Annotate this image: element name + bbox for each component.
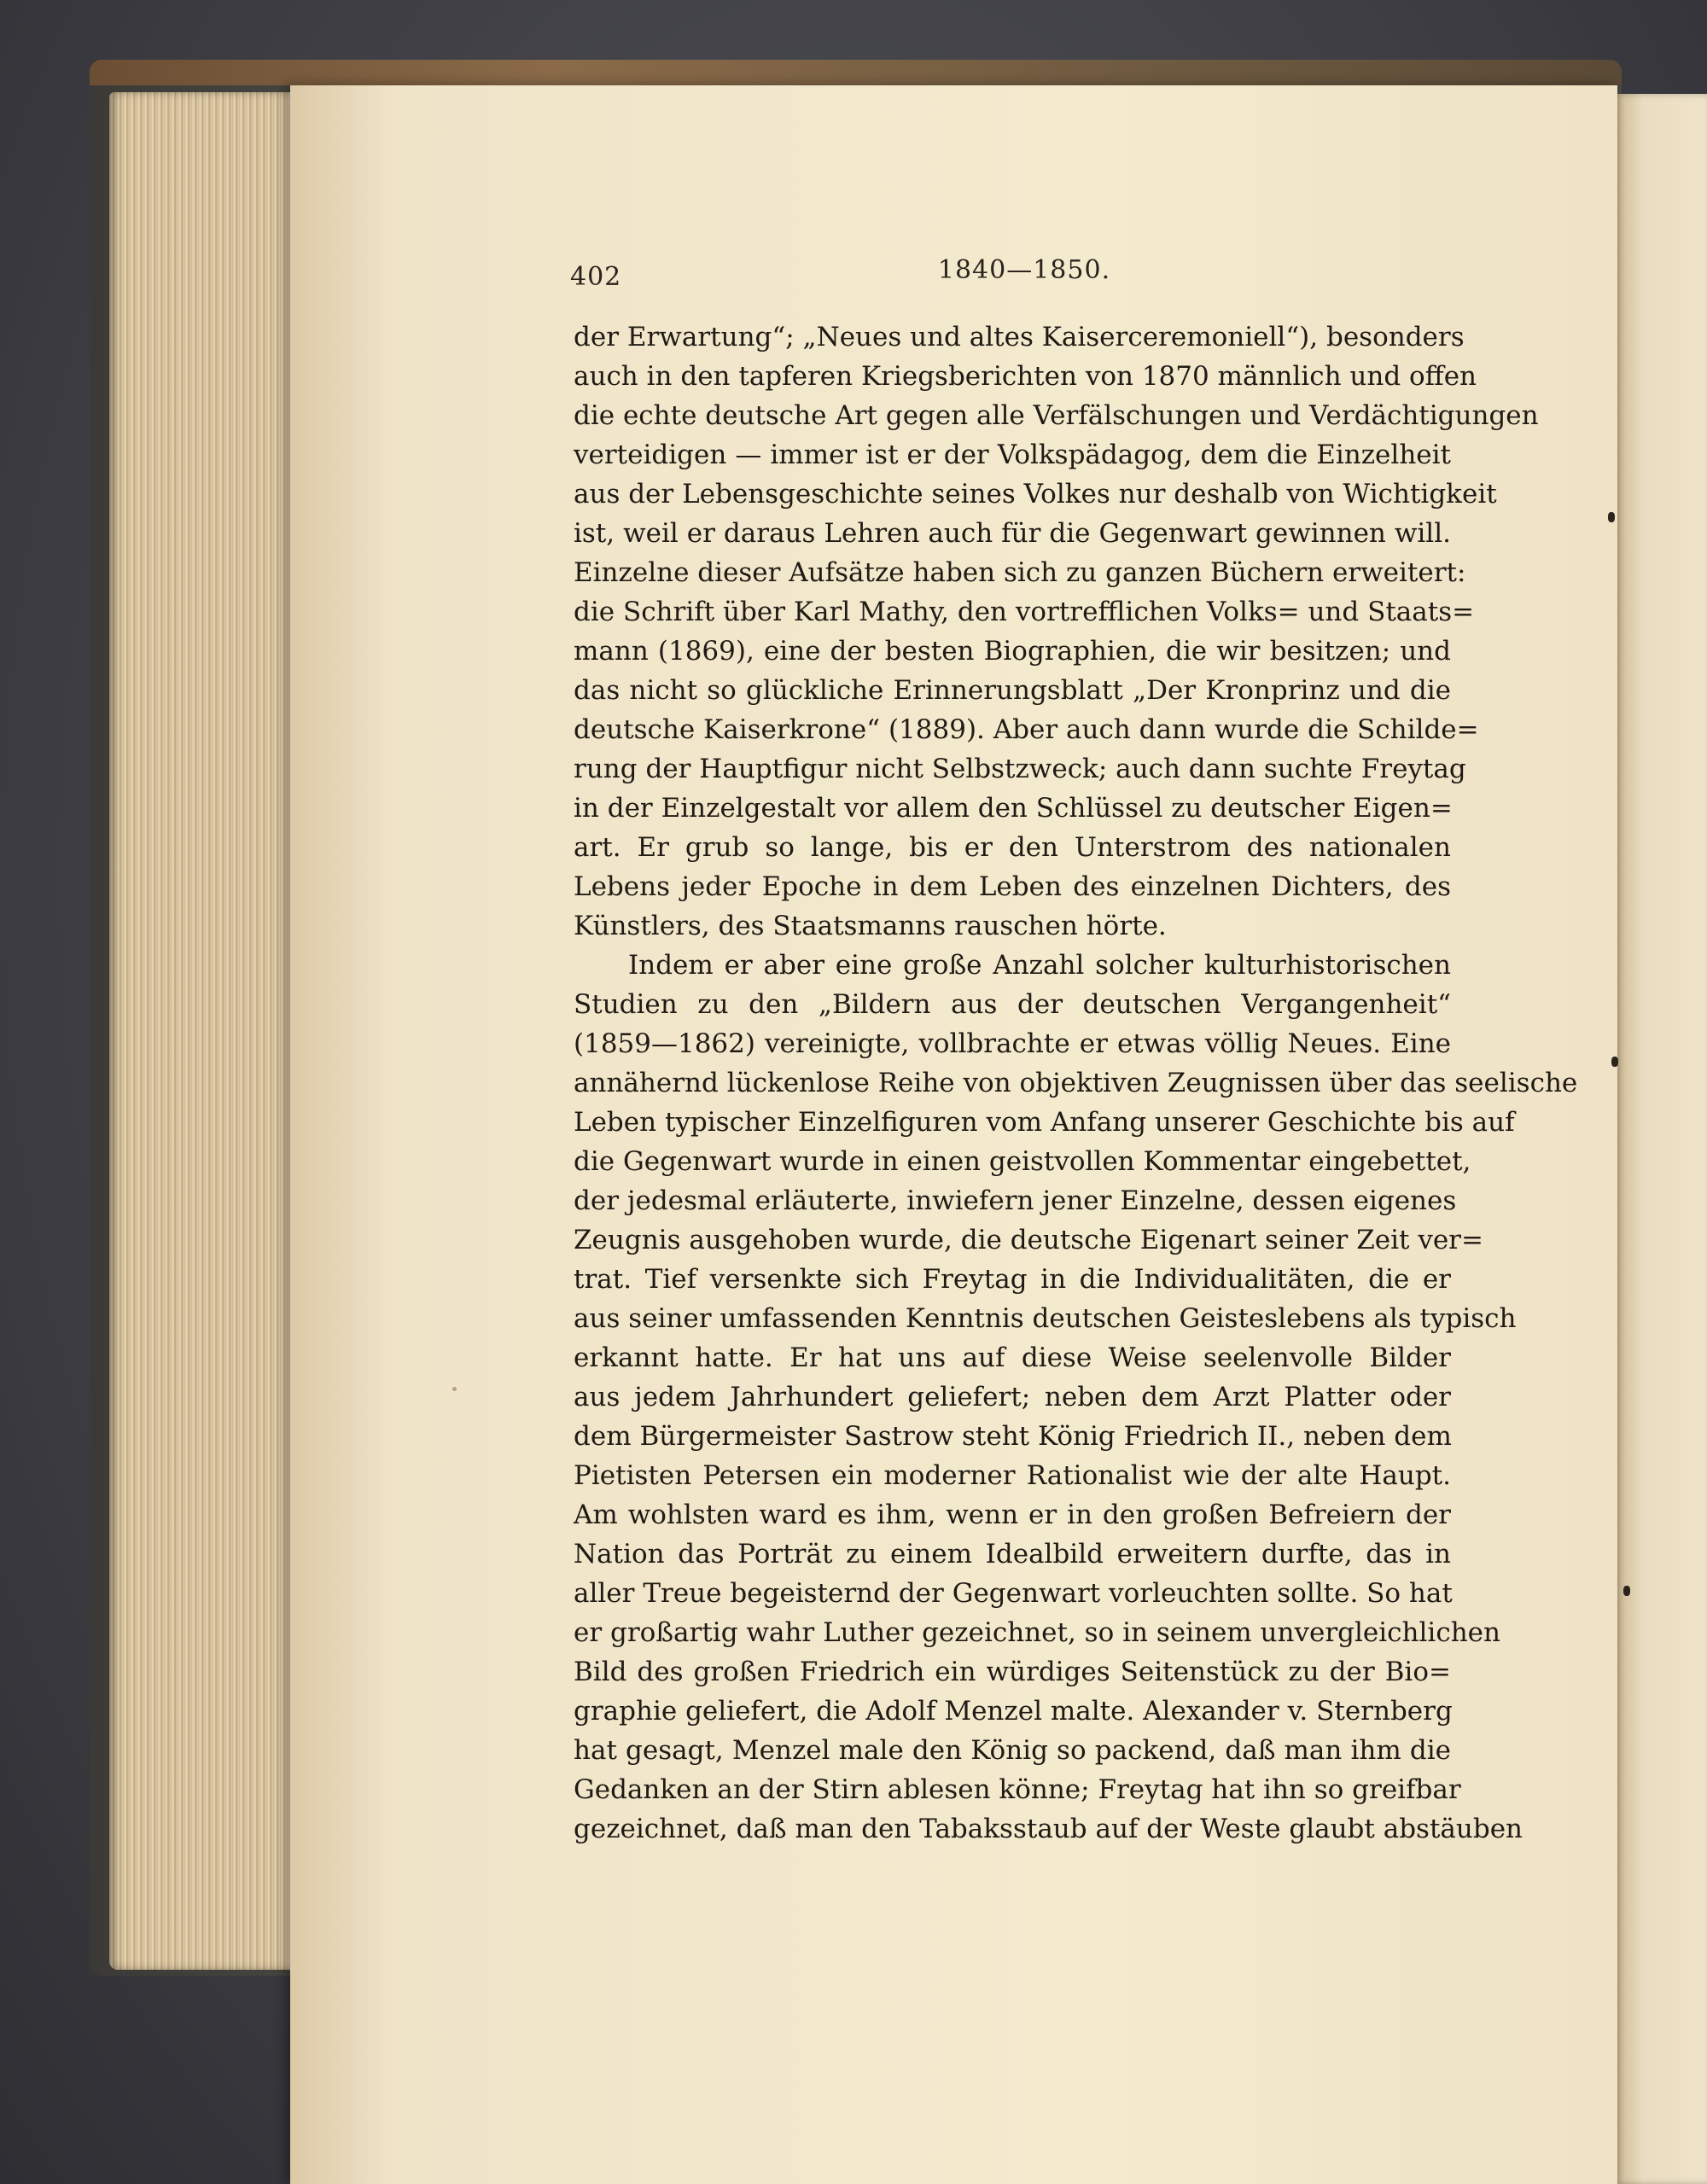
text-line: dem Bürgermeister Sastrow steht König Friedrich II., neben dem (574, 1421, 1452, 1452)
text-line: Bild des großen Friedrich ein würdiges Seitenstück zu der Bio= (574, 1657, 1451, 1687)
text-line: deutsche Kaiserkrone“ (1889). Aber auch dann wurde die Schilde= (574, 714, 1479, 745)
paper-speck (452, 1387, 457, 1391)
page-stack-edge (109, 92, 297, 1970)
margin-mark (1611, 1057, 1618, 1067)
text-line: Künstlers, des Staatsmanns rauschen hörte. (574, 911, 1167, 941)
text-line: Nation das Porträt zu einem Idealbild erweitern durfte, das in (574, 1539, 1451, 1570)
text-line: graphie geliefert, die Adolf Menzel malte. Alexander v. Sternberg (574, 1696, 1453, 1727)
text-line: die Gegenwart wurde in einen geistvollen Kommentar eingebettet, (574, 1146, 1471, 1177)
text-line: rung der Hauptfigur nicht Selbstzweck; auch dann suchte Freytag (574, 754, 1466, 784)
text-line: mann (1869), eine der besten Biographien, die wir besitzen; und (574, 636, 1451, 667)
text-line: Am wohlsten ward es ihm, wenn er in den großen Befreiern der (574, 1500, 1451, 1530)
text-line: verteidigen — immer ist er der Volkspädagog, dem die Einzelheit (574, 440, 1451, 470)
text-line: Zeugnis ausgehoben wurde, die deutsche Eigenart seiner Zeit ver= (574, 1225, 1483, 1255)
text-line: das nicht so glückliche Erinnerungsblatt „Der Kronprinz und die (574, 675, 1451, 706)
text-line: art. Er grub so lange, bis er den Unterstrom des nationalen (574, 832, 1451, 863)
text-line: Einzelne dieser Aufsätze haben sich zu ganzen Büchern erweitert: (574, 557, 1466, 588)
text-line: die echte deutsche Art gegen alle Verfälschungen und Verdächtigungen (574, 400, 1539, 431)
text-line: Leben typischer Einzelfiguren vom Anfang unserer Geschichte bis auf (574, 1107, 1515, 1138)
text-line: aus seiner umfassenden Kenntnis deutschen Geisteslebens als typisch (574, 1303, 1517, 1334)
page-number: 402 (570, 262, 622, 292)
text-line: auch in den tapferen Kriegsberichten von 1870 männlich und offen (574, 361, 1477, 392)
text-line: der jedesmal erläuterte, inwiefern jener Einzelne, dessen eigenes (574, 1185, 1457, 1216)
text-line: Pietisten Petersen ein moderner Rationalist wie der alte Haupt. (574, 1460, 1451, 1491)
text-line: aus der Lebensgeschichte seines Volkes nur deshalb von Wichtigkeit (574, 479, 1497, 510)
text-line: Gedanken an der Stirn ablesen könne; Freytag hat ihn so greifbar (574, 1774, 1461, 1805)
text-line: gezeichnet, daß man den Tabaksstaub auf der Weste glaubt abstäuben (574, 1814, 1523, 1844)
body-text (574, 317, 1578, 1888)
text-line: annähernd lückenlose Reihe von objektiven Zeugnissen über das seelische (574, 1068, 1578, 1098)
text-line: der Erwartung“; „Neues und altes Kaiserceremoniell“), besonders (574, 322, 1465, 352)
text-line: Lebens jeder Epoche in dem Leben des einzelnen Dichters, des (574, 871, 1451, 902)
text-line: die Schrift über Karl Mathy, den vortrefflichen Volks= und Staats= (574, 597, 1475, 627)
text-line: erkannt hatte. Er hat uns auf diese Weise seelenvolle Bilder (574, 1342, 1451, 1373)
text-line: aus jedem Jahrhundert geliefert; neben dem Arzt Platter oder (574, 1382, 1451, 1412)
text-line: ist, weil er daraus Lehren auch für die Gegenwart gewinnen will. (574, 518, 1451, 549)
facing-page-edge (1615, 94, 1707, 2184)
text-line: in der Einzelgestalt vor allem den Schlüssel zu deutscher Eigen= (574, 793, 1453, 824)
text-line: aller Treue begeisternd der Gegenwart vorleuchten sollte. So hat (574, 1578, 1453, 1609)
running-title: 1840—1850. (937, 255, 1111, 285)
text-line: er großartig wahr Luther gezeichnet, so in seinem unvergleichlichen (574, 1617, 1500, 1648)
text-line: hat gesagt, Menzel male den König so packend, daß man ihm die (574, 1735, 1451, 1766)
book-cover-top-edge (90, 60, 1622, 85)
text-line: (1859—1862) vereinigte, vollbrachte er etwas völlig Neues. Eine (574, 1028, 1451, 1059)
margin-mark (1608, 512, 1615, 522)
text-line: Studien zu den „Bildern aus der deutschen Vergangenheit“ (574, 989, 1451, 1020)
text-line: trat. Tief versenkte sich Freytag in die Individualitäten, die er (574, 1264, 1451, 1295)
margin-mark (1623, 1586, 1630, 1596)
text-line-paragraph-start: Indem er aber eine große Anzahl solcher kulturhistorischen (628, 950, 1451, 981)
